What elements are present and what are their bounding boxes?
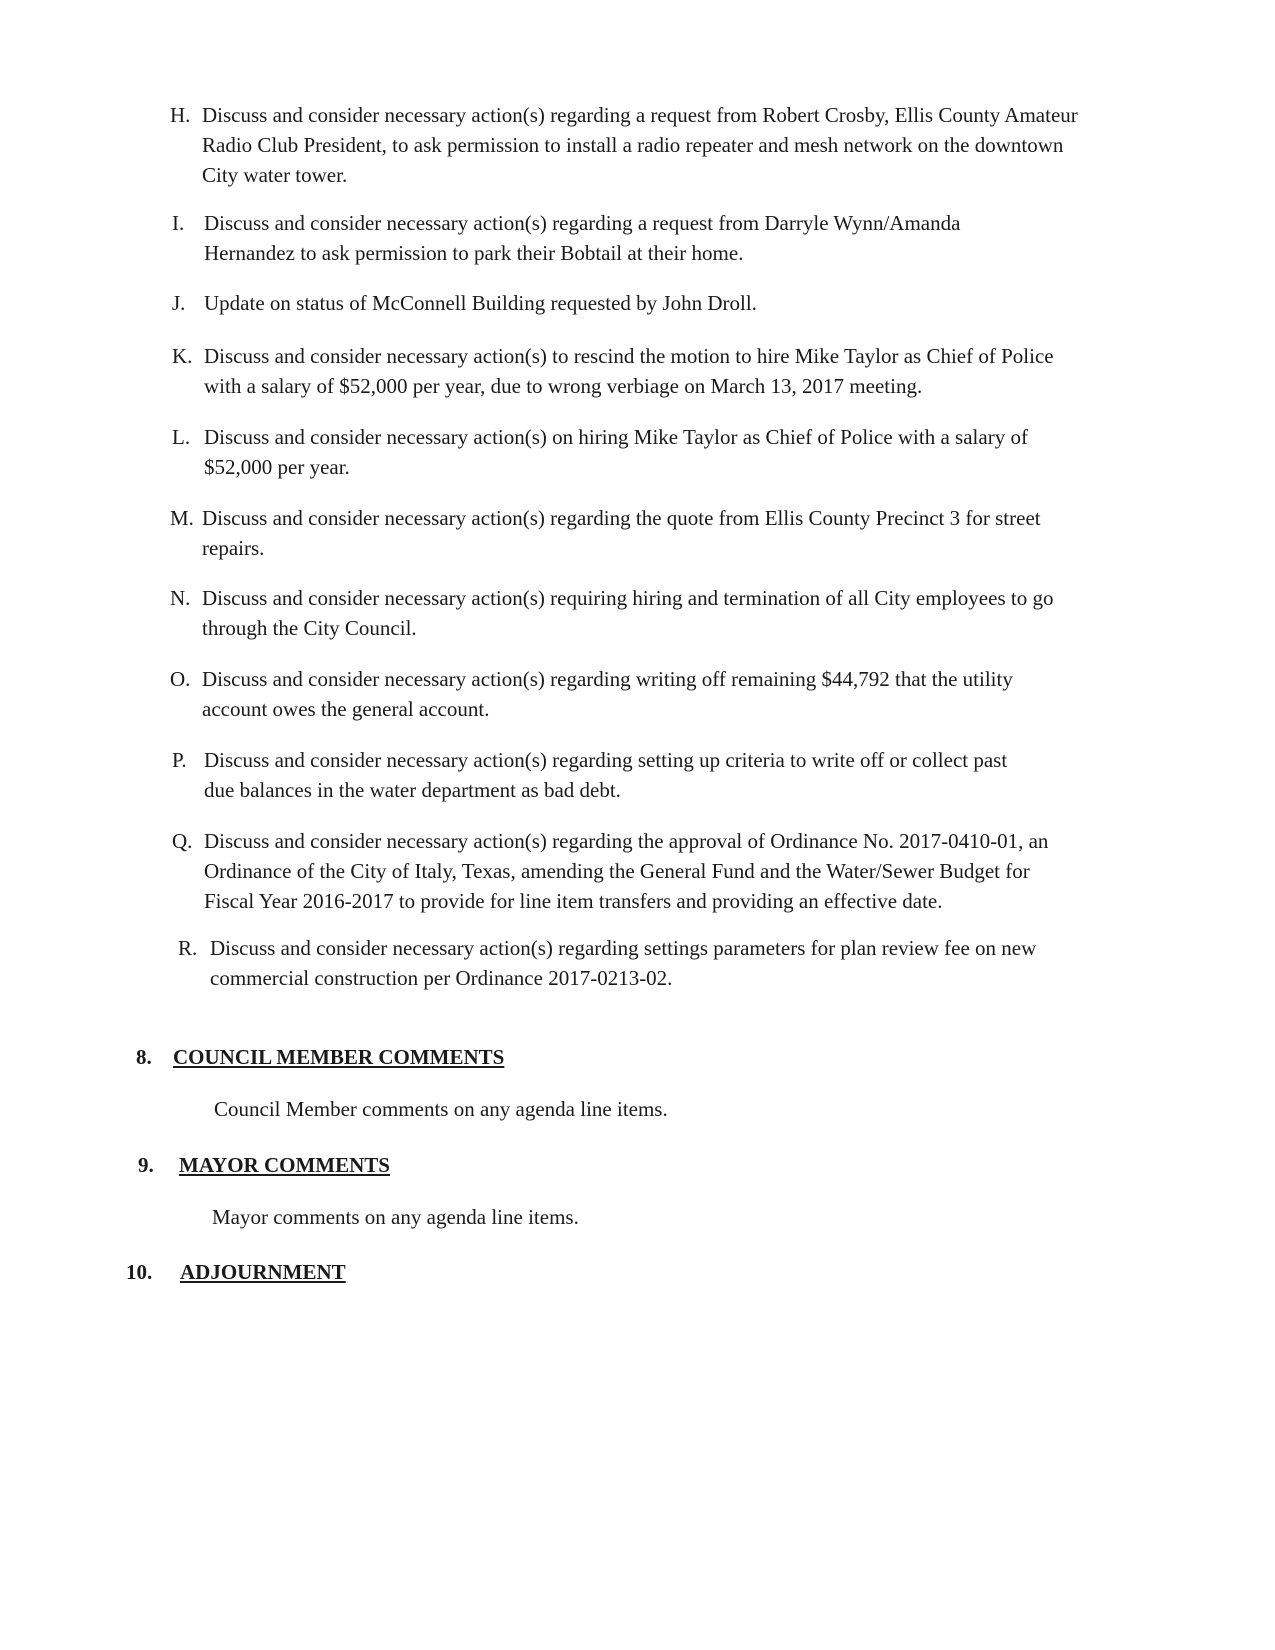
agenda-item-k xyxy=(172,341,1092,401)
agenda-item-letter: H. xyxy=(170,103,191,127)
agenda-item-q xyxy=(172,826,1092,916)
agenda-item-letter: L. xyxy=(172,425,191,449)
agenda-item-letter: R. xyxy=(178,936,198,960)
agenda-item-j xyxy=(172,288,1092,318)
section-title: MAYOR COMMENTS xyxy=(179,1153,390,1177)
agenda-item-letter: P. xyxy=(172,748,187,772)
agenda-item-l xyxy=(172,422,1092,482)
section-number: 10. xyxy=(126,1260,153,1284)
agenda-item-letter: N. xyxy=(170,586,191,610)
agenda-item-o xyxy=(170,664,1090,724)
agenda-item-text: Update on status of McConnell Building requested by John Droll. xyxy=(204,291,757,315)
agenda-item-h xyxy=(170,100,1090,190)
agenda-item-text: Discuss and consider necessary action(s) regarding writing off remaining $44,792 that the utility account owes the general account. xyxy=(202,667,1013,721)
agenda-item-text: Discuss and consider necessary action(s) regarding settings parameters for plan review fee on new commercial construction per Ordinance 2017-0213-02. xyxy=(210,936,1037,990)
agenda-item-text: Discuss and consider necessary action(s) regarding setting up criteria to write off or collect past due balances in the water department as bad debt. xyxy=(204,748,1008,802)
agenda-item-letter: O. xyxy=(170,667,191,691)
agenda-item-r xyxy=(178,933,1098,993)
agenda-item-letter: M. xyxy=(170,506,194,530)
section-heading-mayor-comments xyxy=(138,1150,638,1180)
agenda-item-letter: Q. xyxy=(172,829,193,853)
agenda-item-text: Discuss and consider necessary action(s) on hiring Mike Taylor as Chief of Police with a salary of $52,000 per year. xyxy=(204,425,1028,479)
section-number: 9. xyxy=(138,1153,154,1177)
agenda-item-letter: I. xyxy=(172,211,185,235)
agenda-item-letter: J. xyxy=(172,291,186,315)
agenda-item-text: Discuss and consider necessary action(s) regarding a request from Darryle Wynn/Amanda Hernandez to ask permission to park their Bobtail at their home. xyxy=(204,211,961,265)
agenda-item-text: Discuss and consider necessary action(s) requiring hiring and termination of all City employees to go through the City Council. xyxy=(202,586,1054,640)
agenda-item-m xyxy=(170,503,1090,563)
agenda-item-text: Discuss and consider necessary action(s) regarding the approval of Ordinance No. 2017-0410-01, an Ordinance of the City of Italy, Texas, amending the General Fund and the Water/Sewer Budget for Fiscal Year 2016-2017 to provide for line item transfers and providing an effective date. xyxy=(204,829,1049,913)
agenda-item-p xyxy=(172,745,1092,805)
section-title: ADJOURNMENT xyxy=(180,1260,346,1284)
section-heading-adjournment xyxy=(126,1257,626,1287)
section-heading-council-comments xyxy=(136,1042,636,1072)
agenda-item-i xyxy=(172,208,1092,268)
section-title: COUNCIL MEMBER COMMENTS xyxy=(173,1045,505,1069)
agenda-item-text: Discuss and consider necessary action(s) regarding the quote from Ellis County Precinct 3 for street repairs. xyxy=(202,506,1041,560)
section-body-mayor-comments: Mayor comments on any agenda line items. xyxy=(212,1205,579,1229)
section-body-council-comments: Council Member comments on any agenda line items. xyxy=(214,1097,668,1121)
agenda-item-n xyxy=(170,583,1090,643)
agenda-item-text: Discuss and consider necessary action(s) regarding a request from Robert Crosby, Ellis County Amateur Radio Club President, to ask permission to install a radio repeater and mesh network on the downtown City water tower. xyxy=(202,103,1078,187)
agenda-item-letter: K. xyxy=(172,344,193,368)
agenda-item-text: Discuss and consider necessary action(s) to rescind the motion to hire Mike Taylor as Chief of Police with a salary of $52,000 per year, due to wrong verbiage on March 13, 2017 meeting. xyxy=(204,344,1054,398)
section-number: 8. xyxy=(136,1045,152,1069)
